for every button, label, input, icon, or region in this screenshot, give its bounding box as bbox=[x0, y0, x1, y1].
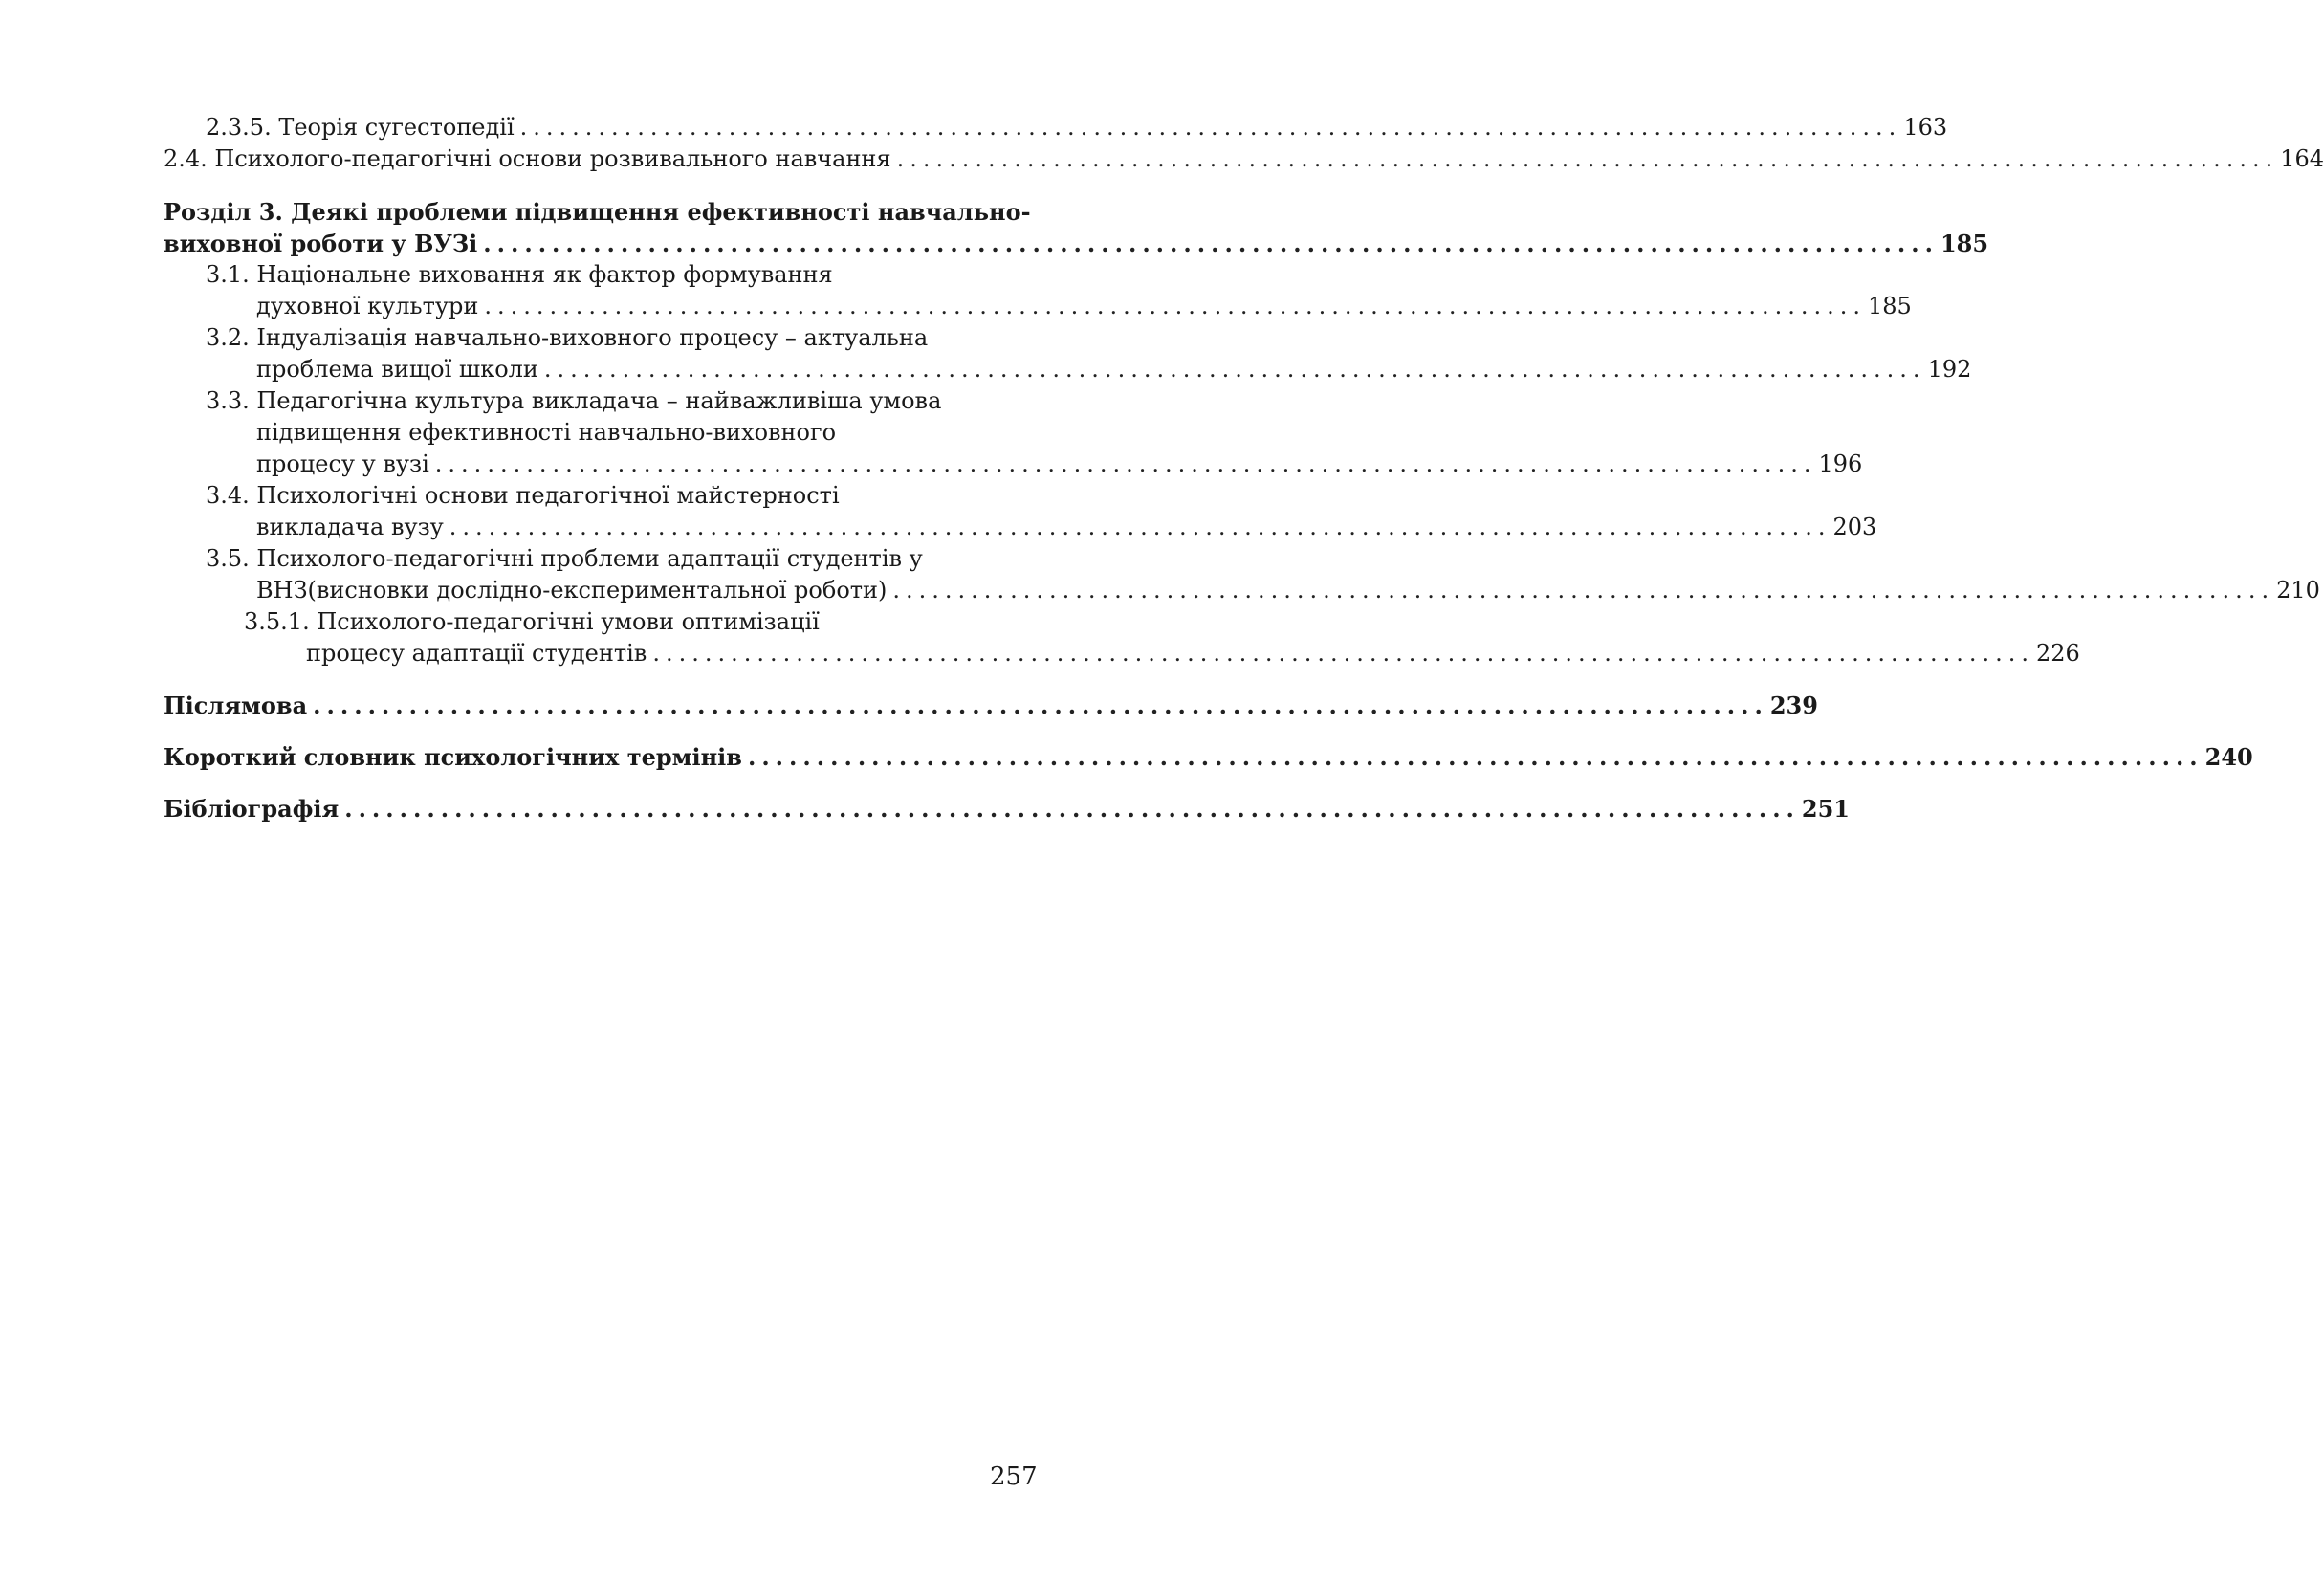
toc-entry-page: 185 bbox=[1940, 230, 1989, 257]
toc-entry-3-2-line1[interactable]: 3.2. Індуалізація навчально-виховного процесу – актуальна bbox=[206, 324, 929, 351]
toc-entry-3-5-1-line2[interactable] bbox=[306, 638, 2080, 670]
toc-entry-title: проблема вищої школи bbox=[256, 356, 538, 383]
dot-leader: .......................................................................................................... bbox=[313, 692, 1768, 719]
toc-entry-2-4[interactable] bbox=[164, 143, 2324, 175]
toc-entry-title: процесу адаптації студентів bbox=[306, 640, 647, 667]
toc-entry-title: виховної роботи у ВУЗі bbox=[164, 230, 478, 257]
toc-entry-page: 163 bbox=[1903, 114, 1948, 141]
toc-entry-glossary[interactable] bbox=[164, 741, 2253, 773]
toc-entry-3-1-line2[interactable] bbox=[256, 291, 1912, 322]
dot-leader: .......................................................................................................... bbox=[892, 577, 2275, 604]
spacer bbox=[164, 773, 1024, 793]
dot-leader: .......................................................................................................... bbox=[434, 450, 1817, 477]
table-of-contents bbox=[164, 112, 2324, 824]
toc-entry-title: Короткий словник психологічних термінів bbox=[164, 743, 742, 771]
spacer bbox=[164, 670, 1024, 690]
section-3-title-line1[interactable]: Розділ 3. Деякі проблеми підвищення ефективності навчально- bbox=[164, 198, 1031, 226]
toc-entry-page: 164 bbox=[2280, 145, 2324, 172]
dot-leader: .......................................................................................................... bbox=[449, 514, 1831, 540]
toc-entry-3-3-line1[interactable]: 3.3. Педагогічна культура викладача – найважливіша умова bbox=[206, 387, 942, 414]
toc-entry-title: Післямова bbox=[164, 692, 308, 719]
dot-leader: .......................................................................................................... bbox=[519, 114, 1902, 141]
toc-entry-page: 226 bbox=[2035, 640, 2080, 667]
spacer bbox=[164, 175, 1024, 196]
toc-entry-3-3-line2[interactable]: підвищення ефективності навчально-виховного bbox=[256, 419, 837, 446]
toc-entry-title: духовної культури bbox=[256, 293, 479, 319]
toc-entry-title: 2.4. Психолого-педагогічні основи розвивального навчання bbox=[164, 145, 891, 172]
toc-entry-page: 196 bbox=[1818, 450, 1863, 477]
toc-entry-title: викладача вузу bbox=[256, 514, 444, 540]
toc-entry-page: 192 bbox=[1927, 356, 1972, 383]
toc-entry-3-5-1-line1[interactable]: 3.5.1. Психолого-педагогічні умови оптимізації bbox=[244, 608, 820, 635]
toc-entry-page: 239 bbox=[1769, 692, 1818, 719]
toc-entry-page: 185 bbox=[1868, 293, 1912, 319]
spacer bbox=[164, 721, 1024, 741]
toc-entry-3-5-line2[interactable] bbox=[256, 575, 2320, 606]
toc-entry-page: 240 bbox=[2204, 743, 2253, 771]
toc-entry-title: 2.3.5. Теорія сугестопедії bbox=[206, 114, 515, 141]
toc-entry-3-4-line1[interactable]: 3.4. Психологічні основи педагогічної майстерності bbox=[206, 482, 840, 509]
dot-leader: .......................................................................................................... bbox=[652, 640, 2034, 667]
toc-entry-title: процесу у вузі bbox=[256, 450, 429, 477]
toc-entry-page: 251 bbox=[1801, 795, 1851, 823]
dot-leader: .......................................................................................................... bbox=[747, 743, 2203, 771]
toc-entry-3-1-line1[interactable]: 3.1. Національне виховання як фактор формування bbox=[206, 261, 833, 288]
toc-entry-title: ВНЗ(висновки дослідно-експериментальної роботи) bbox=[256, 577, 888, 604]
dot-leader: .......................................................................................................... bbox=[484, 293, 1867, 319]
dot-leader: .......................................................................................................... bbox=[543, 356, 1926, 383]
toc-entry-page: 203 bbox=[1832, 514, 1877, 540]
dot-leader: .......................................................................................................... bbox=[344, 795, 1800, 823]
dot-leader: .......................................................................................................... bbox=[483, 230, 1939, 257]
toc-entry-2-3-5[interactable] bbox=[206, 112, 1948, 143]
toc-entry-bibliography[interactable] bbox=[164, 793, 1851, 824]
dot-leader: .......................................................................................................... bbox=[896, 145, 2279, 172]
toc-entry-title: Бібліографія bbox=[164, 795, 340, 823]
toc-entry-3-4-line2[interactable] bbox=[256, 512, 1877, 543]
toc-entry-3-2-line2[interactable] bbox=[256, 354, 1972, 385]
toc-entry-afterword[interactable] bbox=[164, 690, 1818, 721]
page-number: 257 bbox=[990, 1462, 1038, 1491]
toc-entry-3-5-line1[interactable]: 3.5. Психолого-педагогічні проблеми адаптації студентів у bbox=[206, 545, 923, 572]
section-3-title-line2[interactable] bbox=[164, 228, 1989, 259]
toc-entry-page: 210 bbox=[2276, 577, 2320, 604]
toc-entry-3-3-line3[interactable] bbox=[256, 449, 1863, 480]
